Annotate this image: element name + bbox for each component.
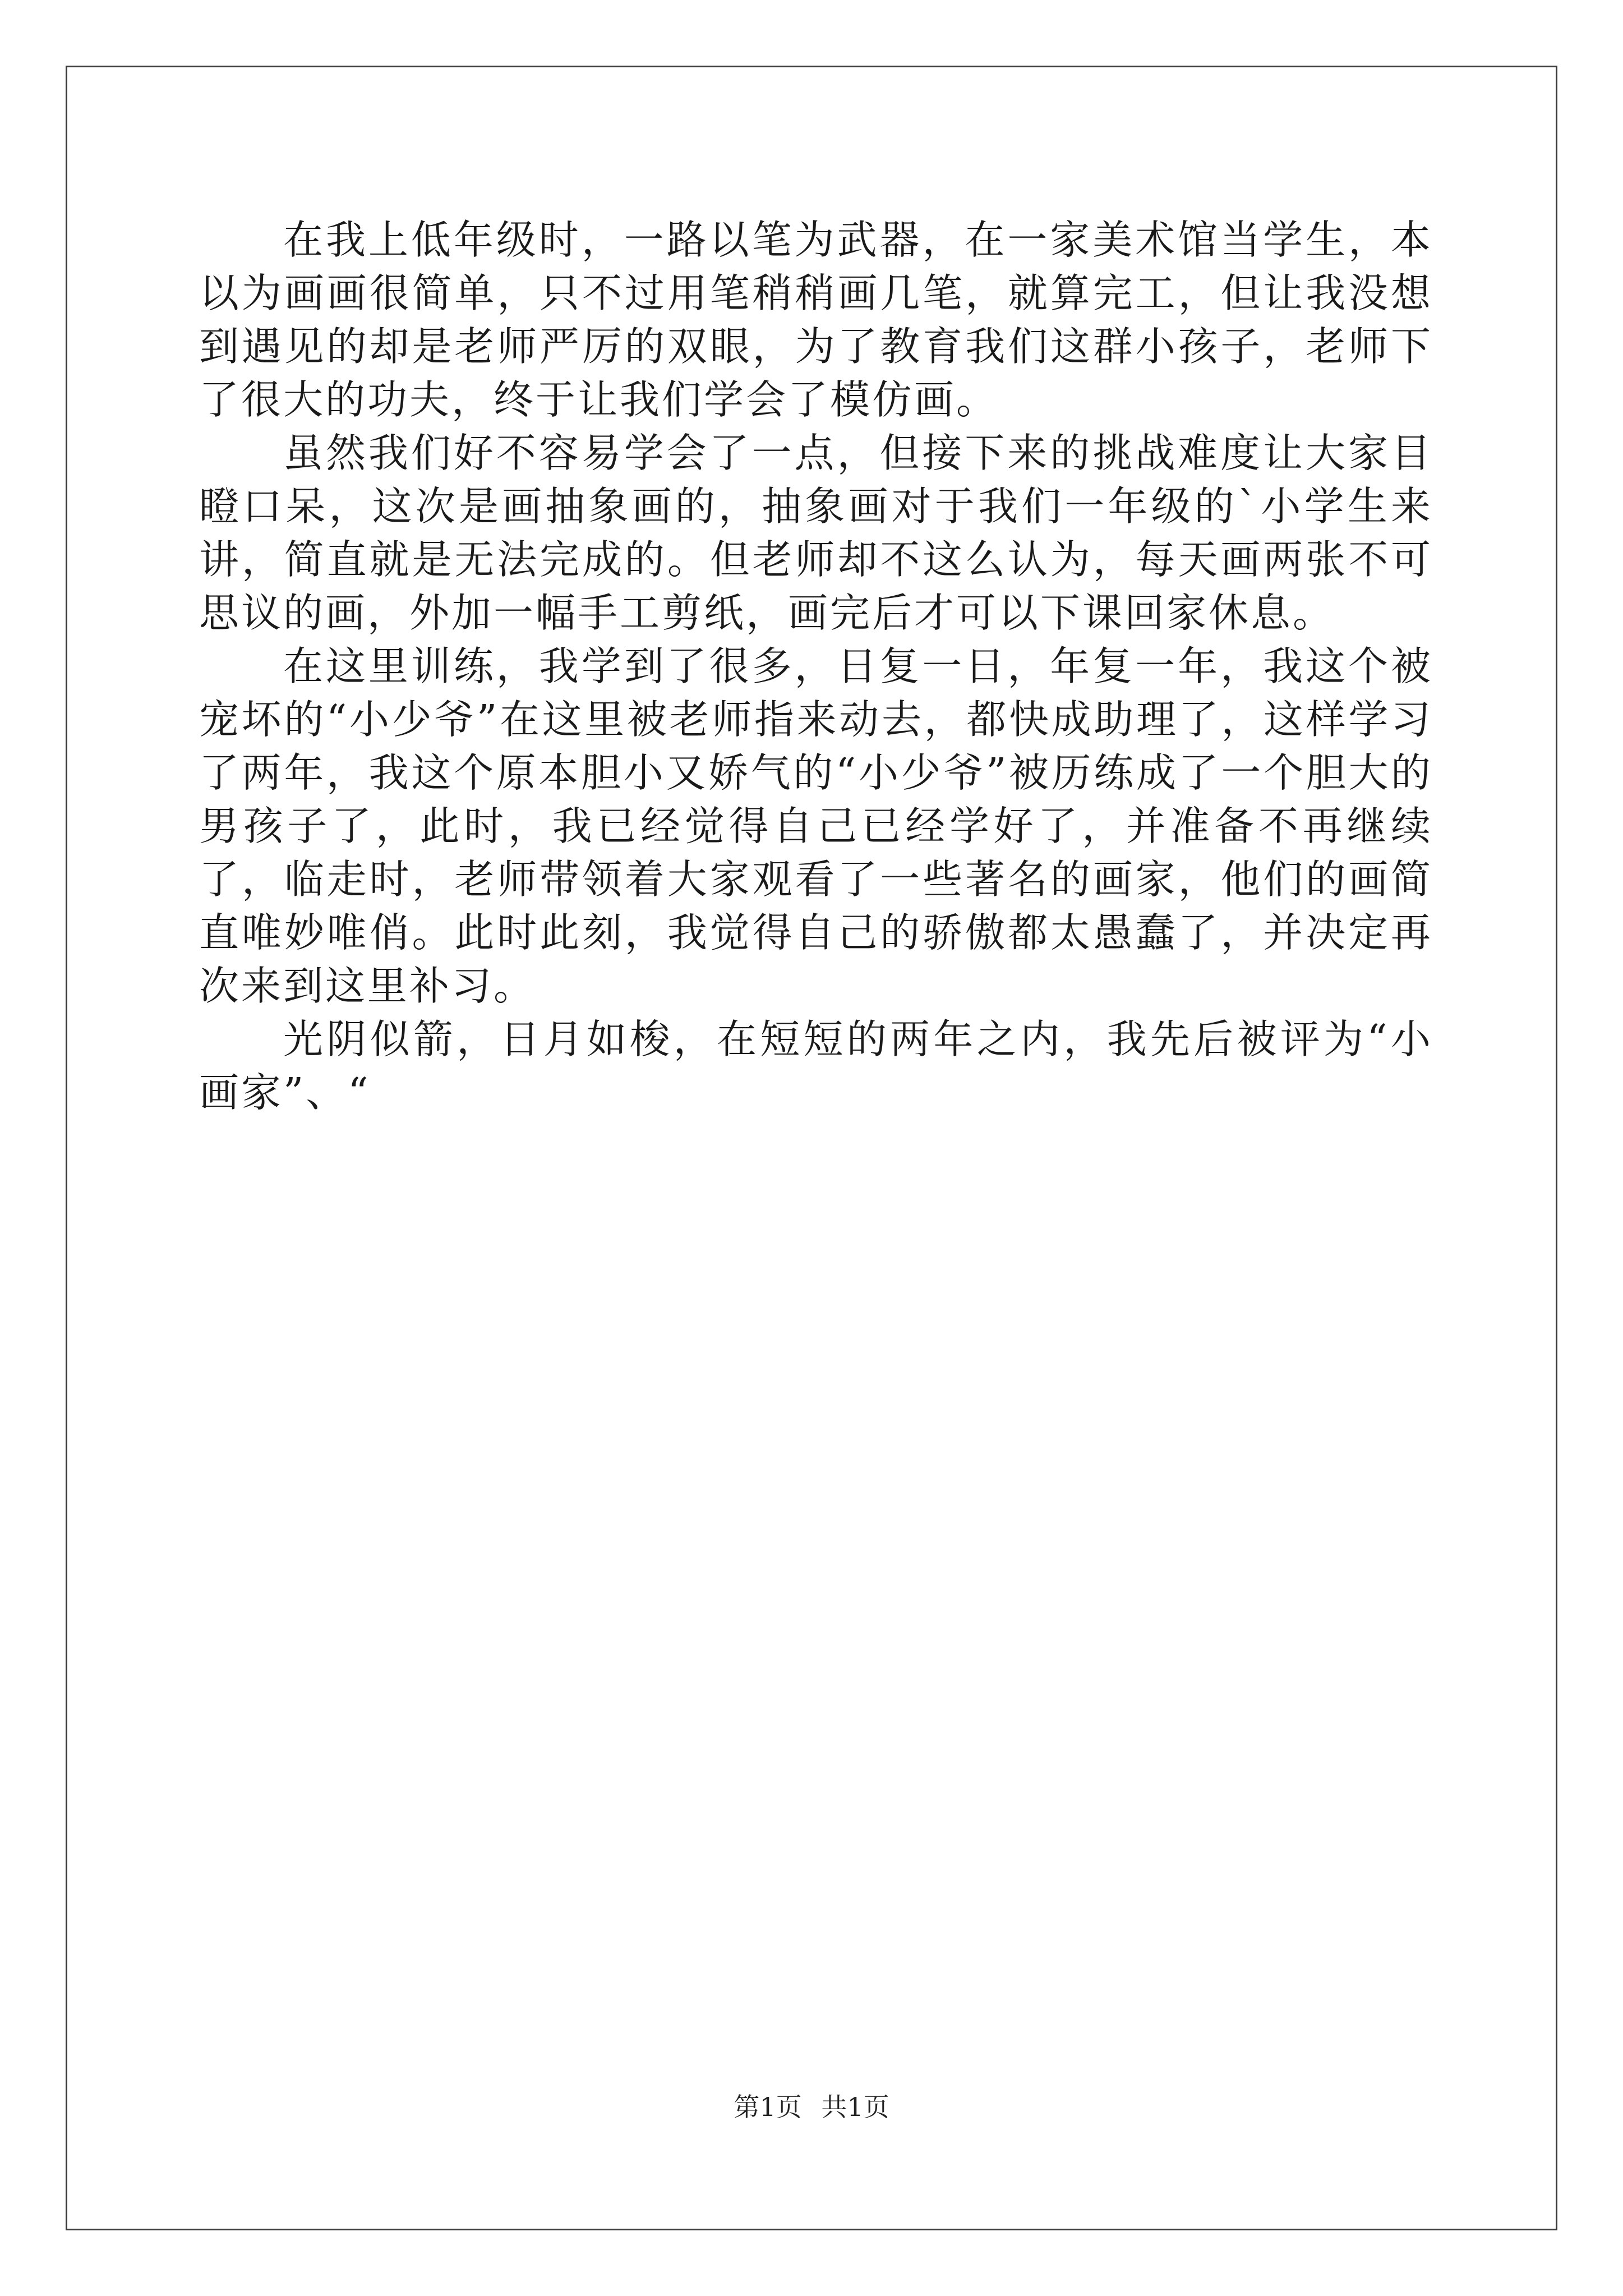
paragraph-1: 在我上低年级时，一路以笔为武器，在一家美术馆当学生，本以为画画很简单，只不过用笔稍稍画几笔，就算完工，但让我没想到遇见的却是老师严厉的双眼，为了教育我们这群小孩子，老师下了很大的功夫，终于让我们学会了模仿画。	[199, 217, 1433, 423]
page-total: 共1页	[821, 2092, 889, 2122]
page-footer	[0, 2087, 1623, 2124]
paragraph-4: 光阴似箭，日月如梭，在短短的两年之内，我先后被评为“小画家”、“	[199, 1016, 1433, 1116]
page-number: 第1页	[734, 2092, 802, 2122]
paragraph-3: 在这里训练，我学到了很多，日复一日，年复一年，我这个被宠坏的“小少爷”在这里被老师指来动去，都快成助理了，这样学习了两年，我这个原本胆小又娇气的“小少爷”被历练成了一个胆大的男孩子了，此时，我已经觉得自己已经学好了，并准备不再继续了，临走时，老师带领着大家观看了一些著名的画家，他们的画简直唯妙唯俏。此时此刻，我觉得自己的骄傲都太愚蠢了，并决定再次来到这里补习。	[199, 643, 1433, 1009]
document-body	[199, 213, 1433, 1119]
paragraph-2: 虽然我们好不容易学会了一点，但接下来的挑战难度让大家目瞪口呆，这次是画抽象画的，抽象画对于我们一年级的`小学生来讲，简直就是无法完成的。但老师却不这么认为，每天画两张不可思议的画，外加一幅手工剪纸，画完后才可以下课回家休息。	[199, 430, 1433, 636]
